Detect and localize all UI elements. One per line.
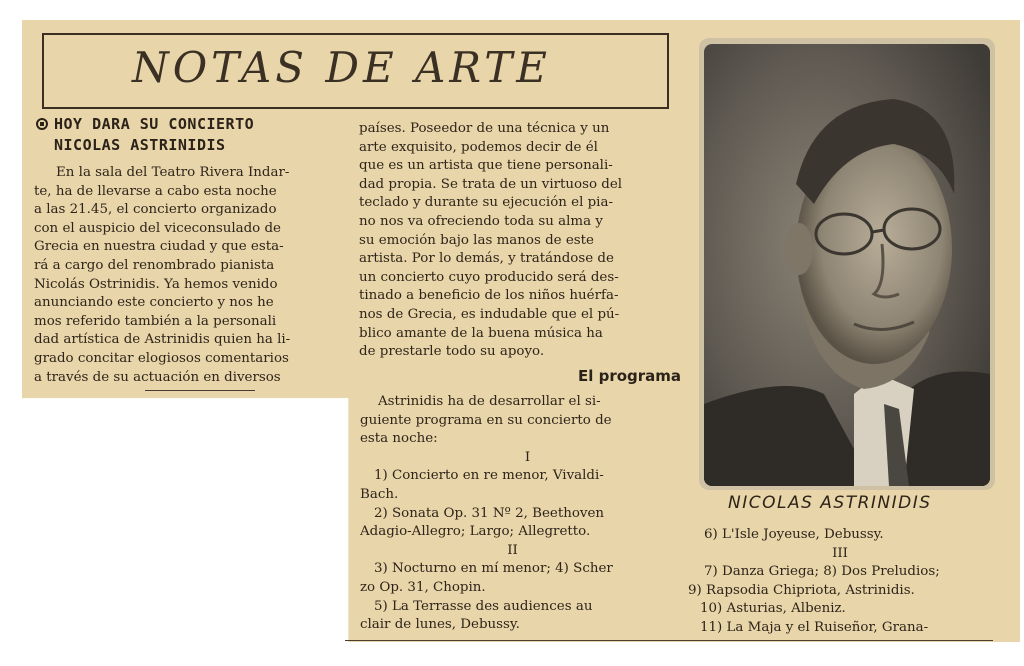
program-item-line: 11) La Maja y el Ruiseñor, Grana-: [700, 619, 929, 635]
article-line: dad artística de Astrinidis quien ha li-: [34, 332, 291, 348]
article-line: con el auspicio del viceconsulado de: [34, 220, 281, 236]
article-line: En la sala del Teatro Rivera Indar-: [56, 165, 290, 180]
program-item-line: 9) Rapsodia Chipriota, Astrinidis.: [688, 582, 915, 598]
program-part-label: II: [507, 542, 518, 558]
masthead-box: [42, 33, 669, 109]
article-line: tinado a beneficio de los niños huérfa-: [359, 288, 619, 304]
article-line: que es un artista que tiene personali-: [359, 158, 613, 174]
article-line: artista. Por lo demás, y tratándose de: [359, 251, 614, 267]
article-line: a través de su actuación en diversos: [34, 369, 281, 385]
article-line: un concierto cuyo producido será des-: [359, 269, 619, 285]
portrait-image: [704, 44, 990, 486]
portrait-photo: [704, 44, 990, 486]
article-column-1: [34, 164, 346, 387]
program-item-line: 10) Asturias, Albeniz.: [700, 601, 846, 617]
program-item-line: 6) L'Isle Joyeuse, Debussy.: [704, 527, 884, 542]
program-intro-line: esta noche:: [360, 431, 438, 447]
article-line: blico amante de la buena música ha: [359, 325, 603, 341]
masthead-title: NOTAS DE ARTE: [132, 43, 551, 92]
program-part-label: III: [832, 545, 848, 561]
headline-line-1: HOY DARA SU CONCIERTO: [54, 115, 255, 133]
program-heading: El programa: [578, 367, 682, 385]
column-1-end-rule: [145, 390, 255, 391]
article-line: Grecia en nuestra ciudad y que esta-: [34, 239, 284, 255]
article-line: anunciando este concierto y nos he: [34, 295, 274, 311]
bullet-icon: [36, 118, 48, 130]
program-column-3: [688, 526, 1010, 638]
headline: [36, 114, 254, 156]
article-line: dad propia. Se trata de un virtuoso del: [359, 176, 623, 192]
article-line: Nicolás Ostrinidis. Ya hemos venido: [34, 276, 278, 292]
article-line: no nos va ofreciendo toda su alma y: [359, 213, 603, 229]
article-line: arte exquisito, podemos decir de él: [359, 139, 598, 155]
program-item-line: zo Op. 31, Chopin.: [360, 579, 486, 595]
photo-caption: NICOLAS ASTRINIDIS: [728, 493, 932, 513]
program-item-line: 7) Danza Griega; 8) Dos Preludios;: [704, 564, 940, 580]
headline-line-2: NICOLAS ASTRINIDIS: [54, 136, 226, 154]
program-intro-line: guiente programa en su concierto de: [360, 412, 612, 428]
article-line: a las 21.45, el concierto organizado: [34, 202, 277, 218]
program-item-line: 1) Concierto en re menor, Vivaldi-: [374, 468, 604, 484]
article-line: su emoción bajo las manos de este: [359, 232, 594, 248]
program-item-line: 2) Sonata Op. 31 Nº 2, Beethoven: [374, 505, 604, 521]
article-line: nos de Grecia, es indudable que el pú-: [359, 306, 620, 322]
article-line: grado concitar elogiosos comentarios: [34, 350, 289, 366]
program-item-line: Bach.: [360, 486, 399, 502]
program-item-line: clair de lunes, Debussy.: [360, 617, 520, 633]
article-line: mos referido también a la personali: [34, 313, 277, 329]
article-line: países. Poseedor de una técnica y un: [359, 121, 610, 136]
program-intro-line: Astrinidis ha de desarrollar el si-: [378, 394, 601, 409]
article-column-2: [359, 120, 674, 362]
program-item-line: Adagio-Allegro; Largo; Allegretto.: [360, 524, 591, 540]
program-item-line: 5) La Terrasse des audiences au: [374, 598, 593, 614]
program-column: [360, 393, 675, 635]
program-part-label: I: [524, 449, 531, 465]
article-line: de prestarle todo su apoyo.: [359, 344, 545, 360]
program-item-line: 3) Nocturno en mí menor; 4) Scher: [374, 561, 613, 577]
bottom-rule: [345, 640, 993, 641]
article-line: teclado y durante su ejecución el pia-: [359, 195, 613, 211]
article-line: te, ha de llevarse a cabo esta noche: [34, 183, 277, 199]
article-line: rá a cargo del renombrado pianista: [34, 257, 275, 273]
